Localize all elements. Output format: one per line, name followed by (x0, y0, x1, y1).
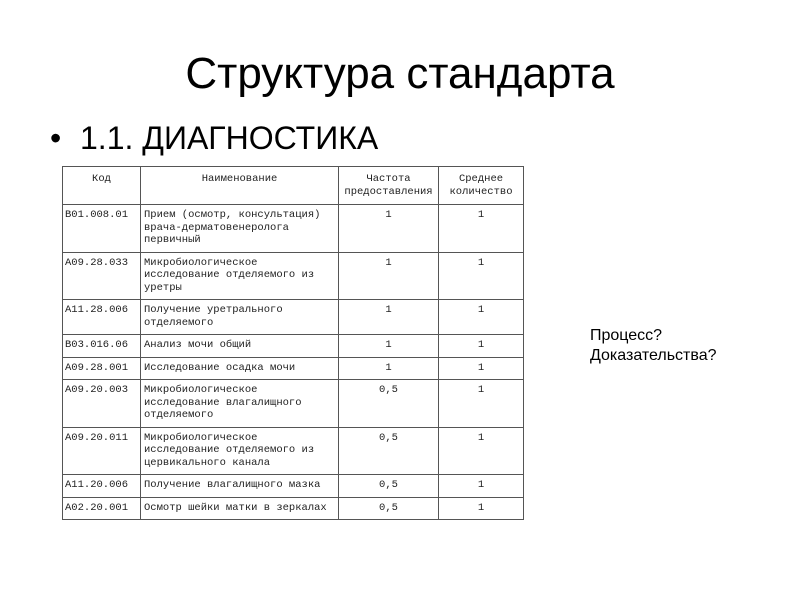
cell-code: B01.008.01 (63, 205, 141, 253)
cell-name: Прием (осмотр, консультация) врача-дерматовенеролога первичный (141, 205, 339, 253)
cell-frequency: 0,5 (339, 475, 439, 498)
cell-code: B03.016.06 (63, 335, 141, 358)
table-header-row (63, 167, 524, 205)
cell-code: A02.20.001 (63, 497, 141, 520)
standard-table-container (62, 166, 524, 575)
cell-frequency: 1 (339, 205, 439, 253)
cell-average: 1 (439, 497, 524, 520)
header-frequency: Частота предоставления (339, 167, 439, 205)
note-process: Процесс? (590, 327, 663, 344)
cell-name: Получение уретрального отделяемого (141, 300, 339, 335)
cell-frequency: 1 (339, 335, 439, 358)
cell-name: Микробиологическое исследование влагалищного отделяемого (141, 380, 339, 428)
note-evidence: Доказательства? (590, 347, 717, 364)
standard-table (62, 166, 524, 520)
cell-frequency: 1 (339, 357, 439, 380)
table-row (63, 252, 524, 300)
cell-average: 1 (439, 335, 524, 358)
table-row (63, 335, 524, 358)
cell-code: A09.28.033 (63, 252, 141, 300)
cell-name: Исследование осадка мочи (141, 357, 339, 380)
cell-name: Микробиологическое исследование отделяемого из цервикального канала (141, 427, 339, 475)
cell-code: A09.20.003 (63, 380, 141, 428)
cell-frequency: 0,5 (339, 497, 439, 520)
table-row (63, 380, 524, 428)
table-row (63, 300, 524, 335)
table-row (63, 427, 524, 475)
header-code: Код (63, 167, 141, 205)
cell-average: 1 (439, 300, 524, 335)
cell-frequency: 1 (339, 252, 439, 300)
cell-name: Анализ мочи общий (141, 335, 339, 358)
cell-average: 1 (439, 357, 524, 380)
cell-average: 1 (439, 380, 524, 428)
cell-average: 1 (439, 205, 524, 253)
cell-code: A09.28.001 (63, 357, 141, 380)
cell-average: 1 (439, 475, 524, 498)
cell-average: 1 (439, 427, 524, 475)
cell-name: Осмотр шейки матки в зеркалах (141, 497, 339, 520)
cell-name: Получение влагалищного мазка (141, 475, 339, 498)
bullet-marker: • (50, 120, 62, 156)
cell-frequency: 0,5 (339, 380, 439, 428)
table-row (63, 475, 524, 498)
table-row (63, 205, 524, 253)
slide-title: Структура стандарта (185, 49, 615, 98)
cell-name: Микробиологическое исследование отделяемого из уретры (141, 252, 339, 300)
bullet-text: 1.1. ДИАГНОСТИКА (80, 120, 379, 156)
bullet-item (50, 118, 378, 158)
cell-code: A11.28.006 (63, 300, 141, 335)
cell-frequency: 0,5 (339, 427, 439, 475)
cell-average: 1 (439, 252, 524, 300)
header-name: Наименование (141, 167, 339, 205)
table-row (63, 497, 524, 520)
side-note (590, 326, 717, 366)
cell-code: A09.20.011 (63, 427, 141, 475)
table-row (63, 357, 524, 380)
header-average: Среднее количество (439, 167, 524, 205)
cell-frequency: 1 (339, 300, 439, 335)
cell-code: A11.20.006 (63, 475, 141, 498)
